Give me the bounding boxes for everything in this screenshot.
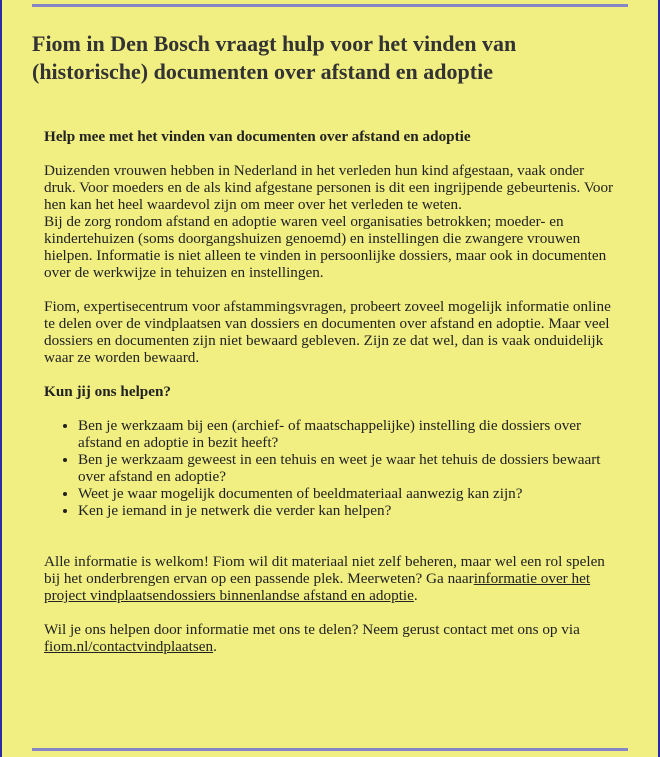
article-body bbox=[44, 128, 616, 655]
project-info-link[interactable]: informatie over het project vindplaatsendossiers binnenlandse afstand en adoptie bbox=[44, 570, 591, 604]
closing-1-end: . bbox=[413, 587, 418, 604]
question-item: • Weet je waar mogelijk documenten of beeldmateriaal aanwezig kan zijn? bbox=[78, 485, 616, 502]
question-item: • Ben je werkzaam geweest in een tehuis en weet je waar het tehuis de dossiers bewaart over afstand en adoptie? bbox=[78, 451, 616, 485]
article-title: Fiom in Den Bosch vraagt hulp voor het vinden van (historische) documenten over afstand en adoptie bbox=[32, 31, 517, 84]
closing-paragraph-1 bbox=[44, 553, 616, 604]
question-item: • Ben je werkzaam bij een (archief- of maatschappelijke) instelling die dossiers over afstand en adoptie in bezit heeft? bbox=[78, 417, 616, 451]
closing-2-text: Wil je ons helpen door informatie met ons te delen? Neem gerust contact met ons op via bbox=[44, 621, 580, 638]
question-heading: Kun jij ons helpen? bbox=[44, 383, 172, 400]
contact-link[interactable]: fiom.nl/contactvindplaatsen bbox=[44, 638, 214, 655]
bottom-divider bbox=[32, 748, 628, 751]
closing-1-text: Alle informatie is welkom! Fiom wil dit materiaal niet zelf beheren, maar wel een rol spelen bij het onderbrengen ervan op een passende plek. Meerweten? Ga naar bbox=[44, 553, 605, 587]
question-item: • Ken je iemand in je netwerk die verder kan helpen? bbox=[78, 502, 616, 519]
paragraph-3: Fiom, expertisecentrum voor afstammingsvragen, probeert zoveel mogelijk informatie online te delen over de vindplaatsen van dossiers en documenten over afstand en adoptie. Maar veel dossiers en documenten zijn niet bewaard gebleven. Zijn ze dat wel, dan is vaak onduidelijk waar ze worden bewaard. bbox=[44, 298, 611, 366]
top-divider bbox=[32, 4, 628, 7]
intro-heading: Help mee met het vinden van documenten over afstand en adoptie bbox=[44, 128, 471, 145]
question-list bbox=[44, 417, 616, 519]
closing-2-end: . bbox=[213, 638, 217, 655]
paragraph-1: Duizenden vrouwen hebben in Nederland in het verleden hun kind afgestaan, vaak onder druk. Voor moeders en de als kind afgestane personen is dit een ingrijpende gebeurtenis. Voor hen kan het heel waardevol zijn om meer over het verleden te weten. bbox=[44, 162, 614, 213]
paragraph-2: Bij de zorg rondom afstand en adoptie waren veel organisaties betrokken; moeder- en kindertehuizen (soms doorgangshuizen genoemd) en instellingen die zwangere vrouwen hielpen. Informatie is niet alleen te vinden in persoonlijke dossiers, maar ook in documenten over de werkwijze in tehuizen en instellingen. bbox=[44, 213, 607, 281]
closing-paragraph-2 bbox=[44, 621, 616, 655]
